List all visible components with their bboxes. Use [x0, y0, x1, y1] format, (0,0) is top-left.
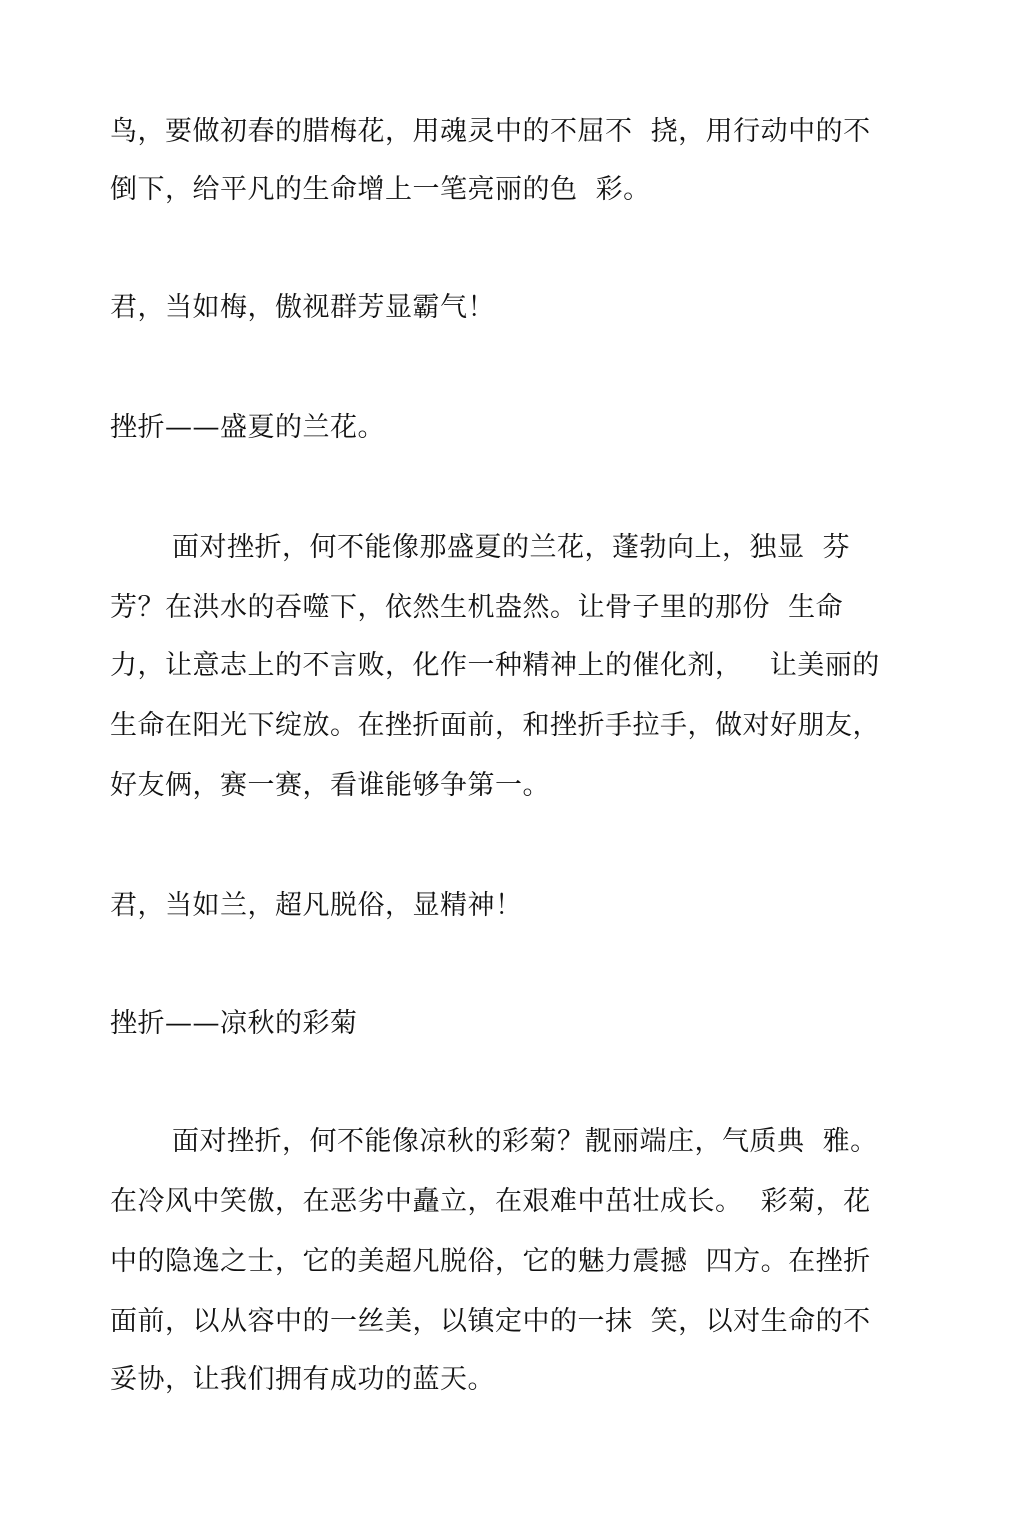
- text-line: 君，当如兰，超凡脱俗，显精神！: [110, 890, 523, 921]
- text-line: 面前，以从容中的一丝美，以镇定中的一抹 笑，以对生命的不: [110, 1306, 871, 1337]
- text-line: 好友俩，赛一赛，看谁能够争第一。: [110, 770, 550, 801]
- text-line: 芳？在洪水的吞噬下，依然生机盎然。让骨子里的那份 生命: [110, 592, 844, 623]
- text-line: 在冷风中笑傲，在恶劣中矗立，在艰难中茁壮成长。 彩菊，花: [110, 1186, 871, 1217]
- section-heading: 挫折——盛夏的兰花。: [110, 412, 385, 443]
- text-line: 面对挫折，何不能像那盛夏的兰花，蓬勃向上，独显 芬: [172, 532, 851, 563]
- text-line: 中的隐逸之士，它的美超凡脱俗，它的魅力震撼 四方。在挫折: [110, 1246, 871, 1277]
- text-line: 面对挫折，何不能像凉秋的彩菊？靓丽端庄，气质典 雅。: [172, 1126, 878, 1157]
- text-line: 倒下，给平凡的生命增上一笔亮丽的色 彩。: [110, 174, 651, 205]
- text-line: 生命在阳光下绽放。在挫折面前，和挫折手拉手，做对好朋友，: [110, 710, 880, 741]
- text-line: 君，当如梅，傲视群芳显霸气！: [110, 292, 495, 323]
- text-line: 鸟，要做初春的腊梅花，用魂灵中的不屈不 挠，用行动中的不: [110, 116, 871, 147]
- text-line: 力，让意志上的不言败，化作一种精神上的催化剂， 让美丽的: [110, 650, 880, 681]
- section-heading: 挫折——凉秋的彩菊: [110, 1008, 358, 1039]
- text-line: 妥协，让我们拥有成功的蓝天。: [110, 1364, 495, 1395]
